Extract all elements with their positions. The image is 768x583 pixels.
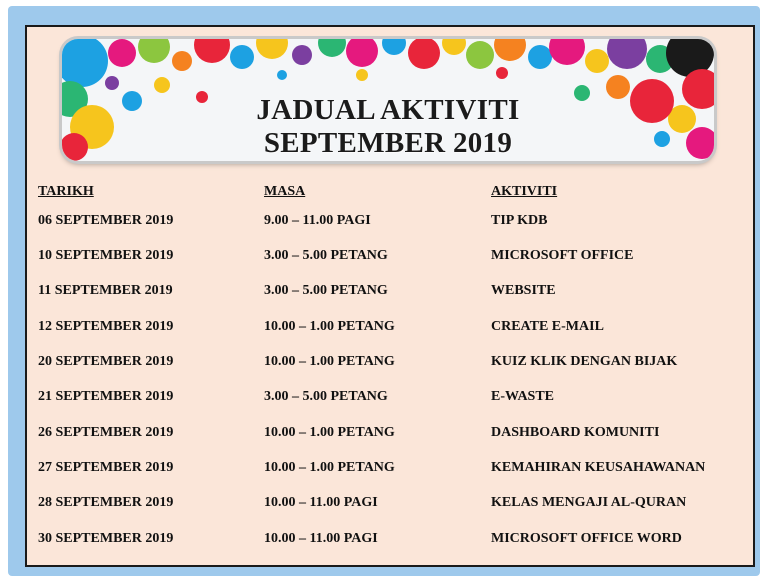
row-4-activity: CREATE E-MAIL [491,319,604,334]
row-2-activity: MICROSOFT OFFICE [491,248,634,263]
row-2-date: 10 SEPTEMBER 2019 [38,248,174,263]
row-5-activity: KUIZ KLIK DENGAN BIJAK [491,354,678,369]
row-3-activity: WEBSITE [491,283,556,298]
row-8-time: 10.00 – 1.00 PETANG [264,460,395,475]
column-header-tarikh: TARIKH [38,184,94,199]
schedule-panel [25,25,755,567]
banner-title-line2: SEPTEMBER 2019 [263,127,513,159]
row-4-time: 10.00 – 1.00 PETANG [264,319,395,334]
row-6-time: 3.00 – 5.00 PETANG [264,389,388,404]
row-7-date: 26 SEPTEMBER 2019 [38,425,174,440]
row-10-activity: MICROSOFT OFFICE WORD [491,531,682,546]
row-10-date: 30 SEPTEMBER 2019 [38,531,174,546]
row-9-date: 28 SEPTEMBER 2019 [38,495,174,510]
row-1-activity: TIP KDB [491,213,548,228]
page-frame [8,6,760,576]
row-5-date: 20 SEPTEMBER 2019 [38,354,174,369]
row-3-date: 11 SEPTEMBER 2019 [38,283,173,298]
row-9-activity: KELAS MENGAJI AL-QURAN [491,495,687,510]
row-6-date: 21 SEPTEMBER 2019 [38,389,174,404]
row-10-time: 10.00 – 11.00 PAGI [264,531,378,546]
row-4-date: 12 SEPTEMBER 2019 [38,319,174,334]
header-banner [62,39,714,161]
row-3-time: 3.00 – 5.00 PETANG [264,283,388,298]
row-8-date: 27 SEPTEMBER 2019 [38,460,174,475]
column-header-masa: MASA [264,184,306,199]
row-7-activity: DASHBOARD KOMUNITI [491,425,660,440]
row-1-date: 06 SEPTEMBER 2019 [38,213,174,228]
row-2-time: 3.00 – 5.00 PETANG [264,248,388,263]
column-header-aktiviti: AKTIVITI [491,184,558,199]
row-5-time: 10.00 – 1.00 PETANG [264,354,395,369]
row-1-time: 9.00 – 11.00 PAGI [264,213,371,228]
banner-title-line1: JADUAL AKTIVITI [256,94,520,126]
row-6-activity: E-WASTE [491,389,555,404]
row-7-time: 10.00 – 1.00 PETANG [264,425,395,440]
row-8-activity: KEMAHIRAN KEUSAHAWANAN [491,460,706,475]
row-9-time: 10.00 – 11.00 PAGI [264,495,378,510]
